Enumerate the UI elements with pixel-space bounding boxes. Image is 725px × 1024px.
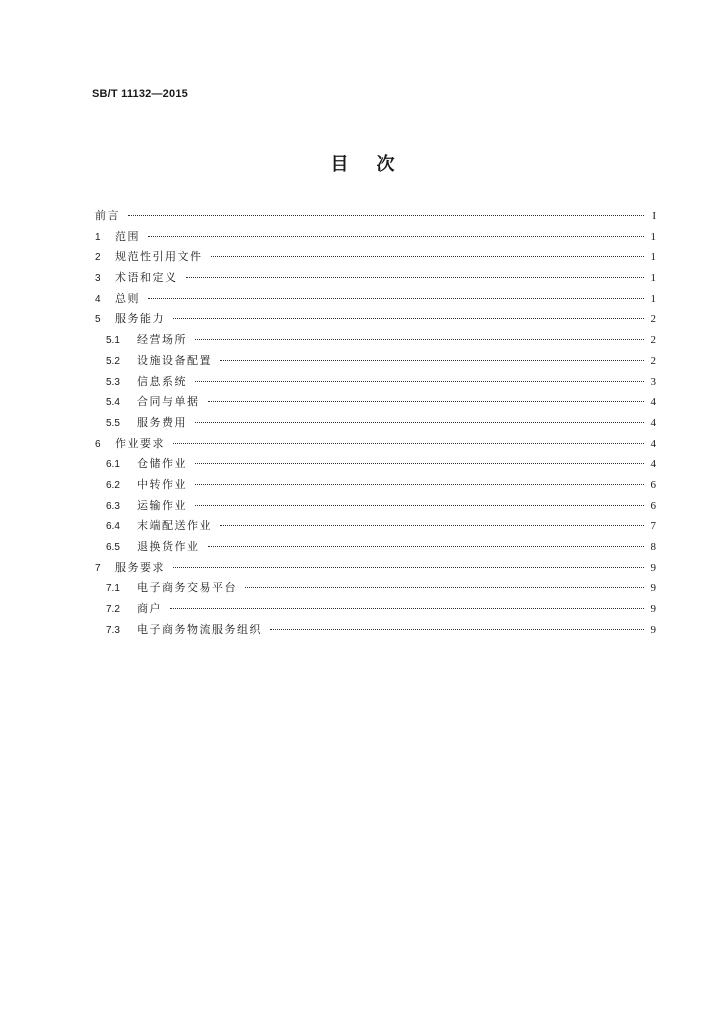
toc-dot-leader — [173, 443, 644, 444]
toc-dot-leader — [270, 629, 644, 630]
toc-entry-page: 2 — [650, 334, 656, 347]
toc-entry-number: 4 — [95, 293, 101, 305]
toc-dot-leader — [173, 318, 644, 319]
toc-entry[interactable] — [95, 413, 656, 434]
toc-entry-page: 4 — [650, 458, 656, 471]
toc-title: 目次 — [330, 154, 423, 175]
toc-dot-leader — [208, 401, 645, 402]
toc-dot-leader — [195, 463, 644, 464]
toc-entry-number: 6 — [95, 438, 101, 450]
toc-entry-label: 术语和定义 — [115, 271, 178, 285]
toc-entry[interactable] — [95, 496, 656, 517]
toc-entry-label: 服务能力 — [115, 312, 165, 326]
toc-entry-number: 6.5 — [106, 542, 120, 553]
toc-entry-label: 设施设备配置 — [137, 353, 212, 367]
toc-entry-page: 6 — [650, 478, 656, 491]
toc-entry-page: 2 — [650, 354, 656, 367]
toc-entry[interactable] — [95, 206, 656, 227]
toc-dot-leader — [220, 360, 644, 361]
toc-entry-page: 9 — [650, 623, 656, 636]
toc-entry-page: 2 — [650, 313, 656, 326]
toc-entry-number: 5.1 — [106, 335, 120, 347]
toc-entry[interactable] — [95, 392, 656, 413]
toc-entry-page: 7 — [650, 520, 656, 533]
toc-entry-page: 8 — [650, 541, 656, 553]
toc-dot-leader — [148, 236, 644, 237]
toc-entry-label: 服务费用 — [137, 415, 187, 429]
toc-entry-label: 商户 — [137, 602, 162, 616]
toc-entry-page: 3 — [650, 375, 656, 388]
toc-entry[interactable] — [95, 289, 656, 310]
toc-entry-number: 6.3 — [106, 500, 120, 512]
toc-dot-leader — [195, 422, 644, 423]
toc-entry[interactable] — [95, 268, 656, 289]
toc-entry-number: 2 — [95, 252, 101, 264]
toc-entry[interactable] — [95, 330, 656, 351]
toc-entry-label: 总则 — [115, 291, 140, 305]
table-of-contents — [95, 206, 656, 640]
toc-entry-number: 7.3 — [106, 624, 120, 636]
toc-entry-page: I — [652, 210, 656, 222]
toc-entry-label: 电子商务物流服务组织 — [137, 622, 262, 636]
toc-entry-label: 信息系统 — [137, 374, 187, 388]
toc-entry-page: 9 — [650, 603, 656, 616]
toc-dot-leader — [208, 546, 645, 547]
toc-entry-number: 5.4 — [106, 397, 120, 409]
toc-entry[interactable] — [95, 516, 656, 537]
toc-dot-leader — [195, 505, 644, 506]
toc-dot-leader — [128, 215, 644, 216]
toc-entry-label: 合同与单据 — [137, 395, 200, 409]
toc-entry[interactable] — [95, 372, 656, 393]
toc-dot-leader — [195, 484, 644, 485]
toc-entry-number: 7 — [95, 562, 101, 574]
toc-dot-leader — [148, 298, 644, 299]
toc-entry-page: 6 — [650, 499, 656, 512]
toc-entry-label: 作业要求 — [115, 436, 165, 450]
toc-entry-label: 运输作业 — [137, 498, 187, 512]
toc-entry-label: 范围 — [115, 229, 140, 243]
toc-entry-number: 6.4 — [106, 521, 120, 533]
toc-entry-number: 7.1 — [106, 583, 120, 595]
toc-dot-leader — [186, 277, 645, 278]
toc-entry-number: 5.5 — [106, 417, 120, 429]
toc-dot-leader — [211, 256, 645, 257]
toc-entry-page: 1 — [650, 272, 656, 285]
toc-dot-leader — [195, 339, 644, 340]
toc-entry-page: 1 — [650, 230, 656, 243]
toc-entry-label: 退换货作业 — [137, 540, 200, 553]
toc-entry-label: 末端配送作业 — [137, 519, 212, 533]
toc-entry-page: 4 — [650, 416, 656, 429]
toc-dot-leader — [195, 381, 644, 382]
toc-entry-number: 6.1 — [106, 459, 120, 471]
toc-entry-number: 1 — [95, 231, 101, 243]
toc-entry-page: 4 — [650, 396, 656, 409]
toc-entry[interactable] — [95, 558, 656, 579]
toc-entry-label: 规范性引用文件 — [115, 250, 203, 264]
toc-dot-leader — [170, 608, 644, 609]
toc-entry-label: 仓储作业 — [137, 457, 187, 471]
toc-entry-label: 中转作业 — [137, 477, 187, 491]
toc-dot-leader — [173, 567, 644, 568]
toc-entry-number: 6.2 — [106, 479, 120, 491]
toc-entry-label: 服务要求 — [115, 560, 165, 574]
toc-entry-label: 经营场所 — [137, 333, 187, 347]
standard-code: SB/T 11132—2015 — [92, 88, 188, 100]
toc-entry[interactable] — [95, 475, 656, 496]
toc-entry-label: 前言 — [95, 209, 120, 222]
toc-entry[interactable] — [95, 537, 656, 558]
toc-entry[interactable] — [95, 227, 656, 248]
toc-entry[interactable] — [95, 454, 656, 475]
toc-entry-label: 电子商务交易平台 — [137, 581, 237, 595]
toc-entry[interactable] — [95, 578, 656, 599]
toc-entry-page: 9 — [650, 561, 656, 574]
toc-entry[interactable] — [95, 434, 656, 455]
toc-entry-number: 5.2 — [106, 355, 120, 367]
toc-entry-page: 1 — [650, 292, 656, 305]
toc-entry[interactable] — [95, 620, 656, 641]
toc-entry-number: 5 — [95, 314, 101, 326]
toc-entry[interactable] — [95, 247, 656, 268]
toc-dot-leader — [220, 525, 644, 526]
toc-entry-number: 3 — [95, 273, 101, 285]
toc-entry[interactable] — [95, 309, 656, 330]
toc-entry-number: 7.2 — [106, 604, 120, 616]
toc-entry-number: 5.3 — [106, 376, 120, 388]
toc-entry-page: 1 — [650, 251, 656, 264]
toc-entry-page: 9 — [650, 582, 656, 595]
toc-entry[interactable] — [95, 351, 656, 372]
toc-entry-page: 4 — [650, 437, 656, 450]
toc-dot-leader — [245, 587, 644, 588]
toc-entry[interactable] — [95, 599, 656, 620]
